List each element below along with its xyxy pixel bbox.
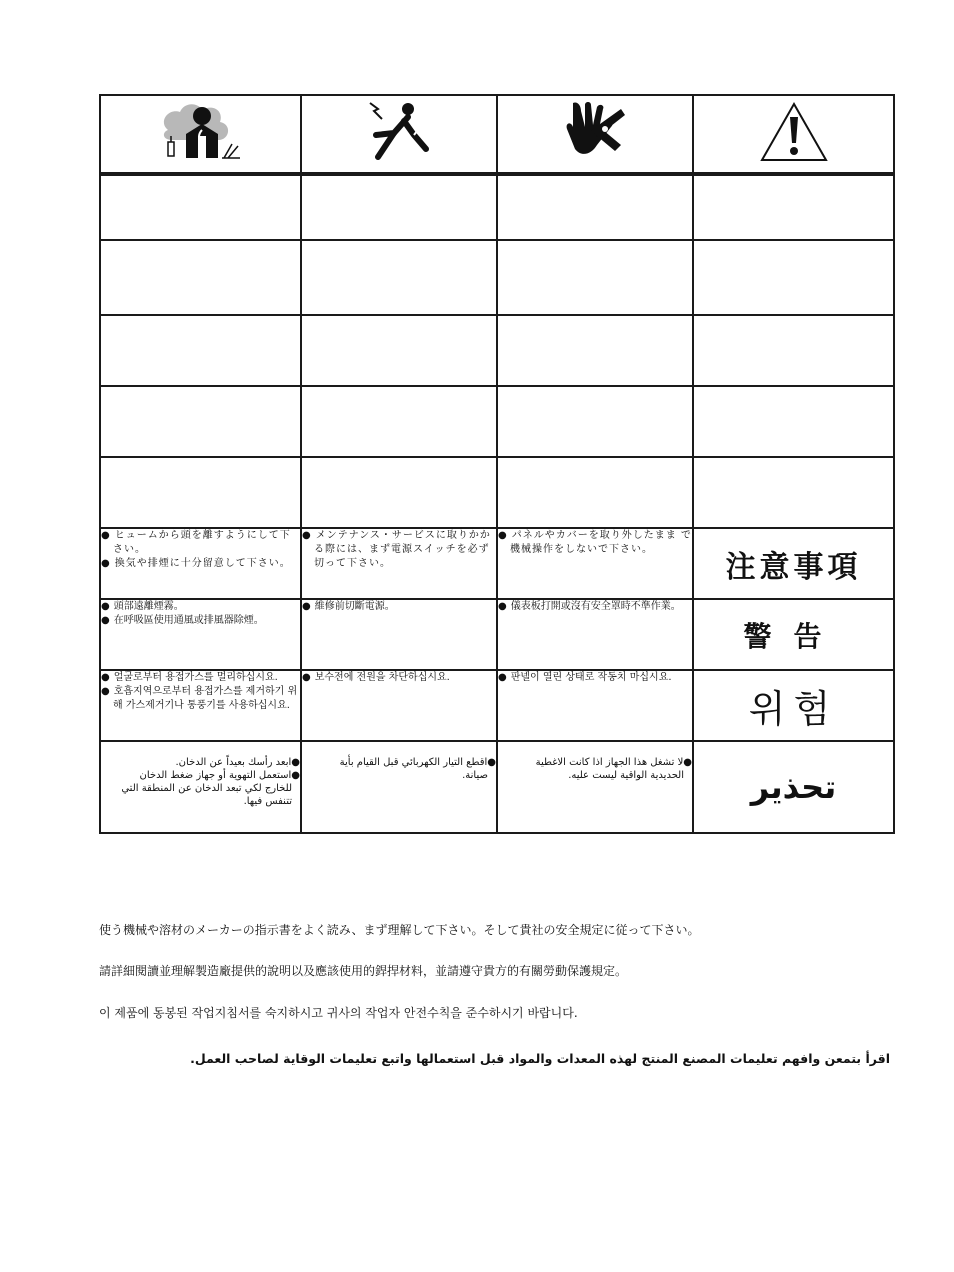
ar-heading: تحذير <box>693 741 894 833</box>
fume-icon-cell <box>100 95 301 174</box>
footer-ar: اقرأ بتمعن وافهم تعليمات المصنع المنتج لهذه المعدات والمواد قبل استعمالها واتبع تعليمات الوقاية لصاحب العمل. <box>190 1051 890 1066</box>
ko-heading: 위험 <box>693 670 894 741</box>
electric-shock-icon <box>364 99 434 165</box>
list-item: ● 換気や排煙に十分留意して下さい。 <box>101 558 291 569</box>
ar-shock-cell <box>301 741 497 833</box>
zh-hand-cell <box>497 599 693 670</box>
list-item: ● 얼굴로부터 용접가스를 멀리하십시요. <box>101 672 278 683</box>
list-item: ●ابعد رأسك بعيداً عن الدخان. <box>175 757 300 768</box>
list-item: ● 在呼吸區使用通風或排風器除煙。 <box>101 615 264 626</box>
footer-ko: 이 제품에 동봉된 작업지침서를 숙지하시고 귀사의 작업자 안전수칙을 준수하시기 바랍니다. <box>99 1006 578 1020</box>
list-item: ● 판넬이 열린 상태로 작동치 마십시요. <box>498 672 672 683</box>
ko-fume-cell <box>100 670 301 741</box>
ja-row <box>100 528 894 599</box>
zh-fume-cell <box>100 599 301 670</box>
ar-fume-cell <box>100 741 301 833</box>
list-item: ● 호흡지역으로부터 용접가스를 제거하기 위해 가스제거기나 통풍기를 사용하십시요. <box>101 686 298 711</box>
ja-heading: 注意事項 <box>693 528 894 599</box>
ar-hand-cell <box>497 741 693 833</box>
list-item: ●لا تشغل هذا الجهاز اذا كانت الاغطية الحديدية الواقية ليست عليه. <box>535 757 692 781</box>
list-item: ● メンテナンス・サービスに取りかかる際には、まず電源スイッチを必ず切って下さい。 <box>302 530 491 569</box>
safety-table <box>99 94 895 834</box>
hand-moving-parts-icon <box>563 99 627 165</box>
ko-row <box>100 670 894 741</box>
warning-triangle-icon <box>759 101 829 163</box>
warning-icon-cell <box>693 95 894 174</box>
list-item: ●اقطع التيار الكهربائي قبل القيام بأية صيانة. <box>339 757 496 781</box>
zh-heading: 警告 <box>693 599 894 670</box>
icon-row <box>100 95 894 174</box>
list-item: ● 頭部遠離煙霧。 <box>101 601 184 612</box>
zh-shock-cell <box>301 599 497 670</box>
list-item: ●استعمل التهوية أو جهاز ضغط الدخان للخارج لكي تبعد الدخان عن المنطقة التي تتنفس فيها. <box>121 770 300 807</box>
footer-zh: 請詳細閱讀並理解製造廠提供的說明以及應該使用的銲捍材料，並請遵守貴方的有關勞動保護規定。 <box>99 964 628 978</box>
zh-row <box>100 599 894 670</box>
list-item: ● パネルやカバーを取り外したまま で機械操作をしないで下さい。 <box>498 530 692 555</box>
list-item: ● 維修前切斷電源。 <box>302 601 395 612</box>
ja-fume-cell <box>100 528 301 599</box>
hand-icon-cell <box>497 95 693 174</box>
footer-ja: 使う機械や溶材のメーカーの指示書をよく読み、まず理解して下さい。そして貴社の安全規定に従って下さい。 <box>99 923 700 937</box>
ar-row <box>100 741 894 833</box>
list-item: ● 儀表板打開或沒有安全罩時不準作業。 <box>498 601 681 612</box>
ko-shock-cell <box>301 670 497 741</box>
ko-hand-cell <box>497 670 693 741</box>
fume-head-icon <box>158 100 244 164</box>
shock-icon-cell <box>301 95 497 174</box>
ja-shock-cell <box>301 528 497 599</box>
list-item: ● 보수전에 전원을 차단하십시요. <box>302 672 450 683</box>
list-item: ● ヒュームから頭を離すようにして下さい。 <box>101 530 291 555</box>
ja-hand-cell <box>497 528 693 599</box>
